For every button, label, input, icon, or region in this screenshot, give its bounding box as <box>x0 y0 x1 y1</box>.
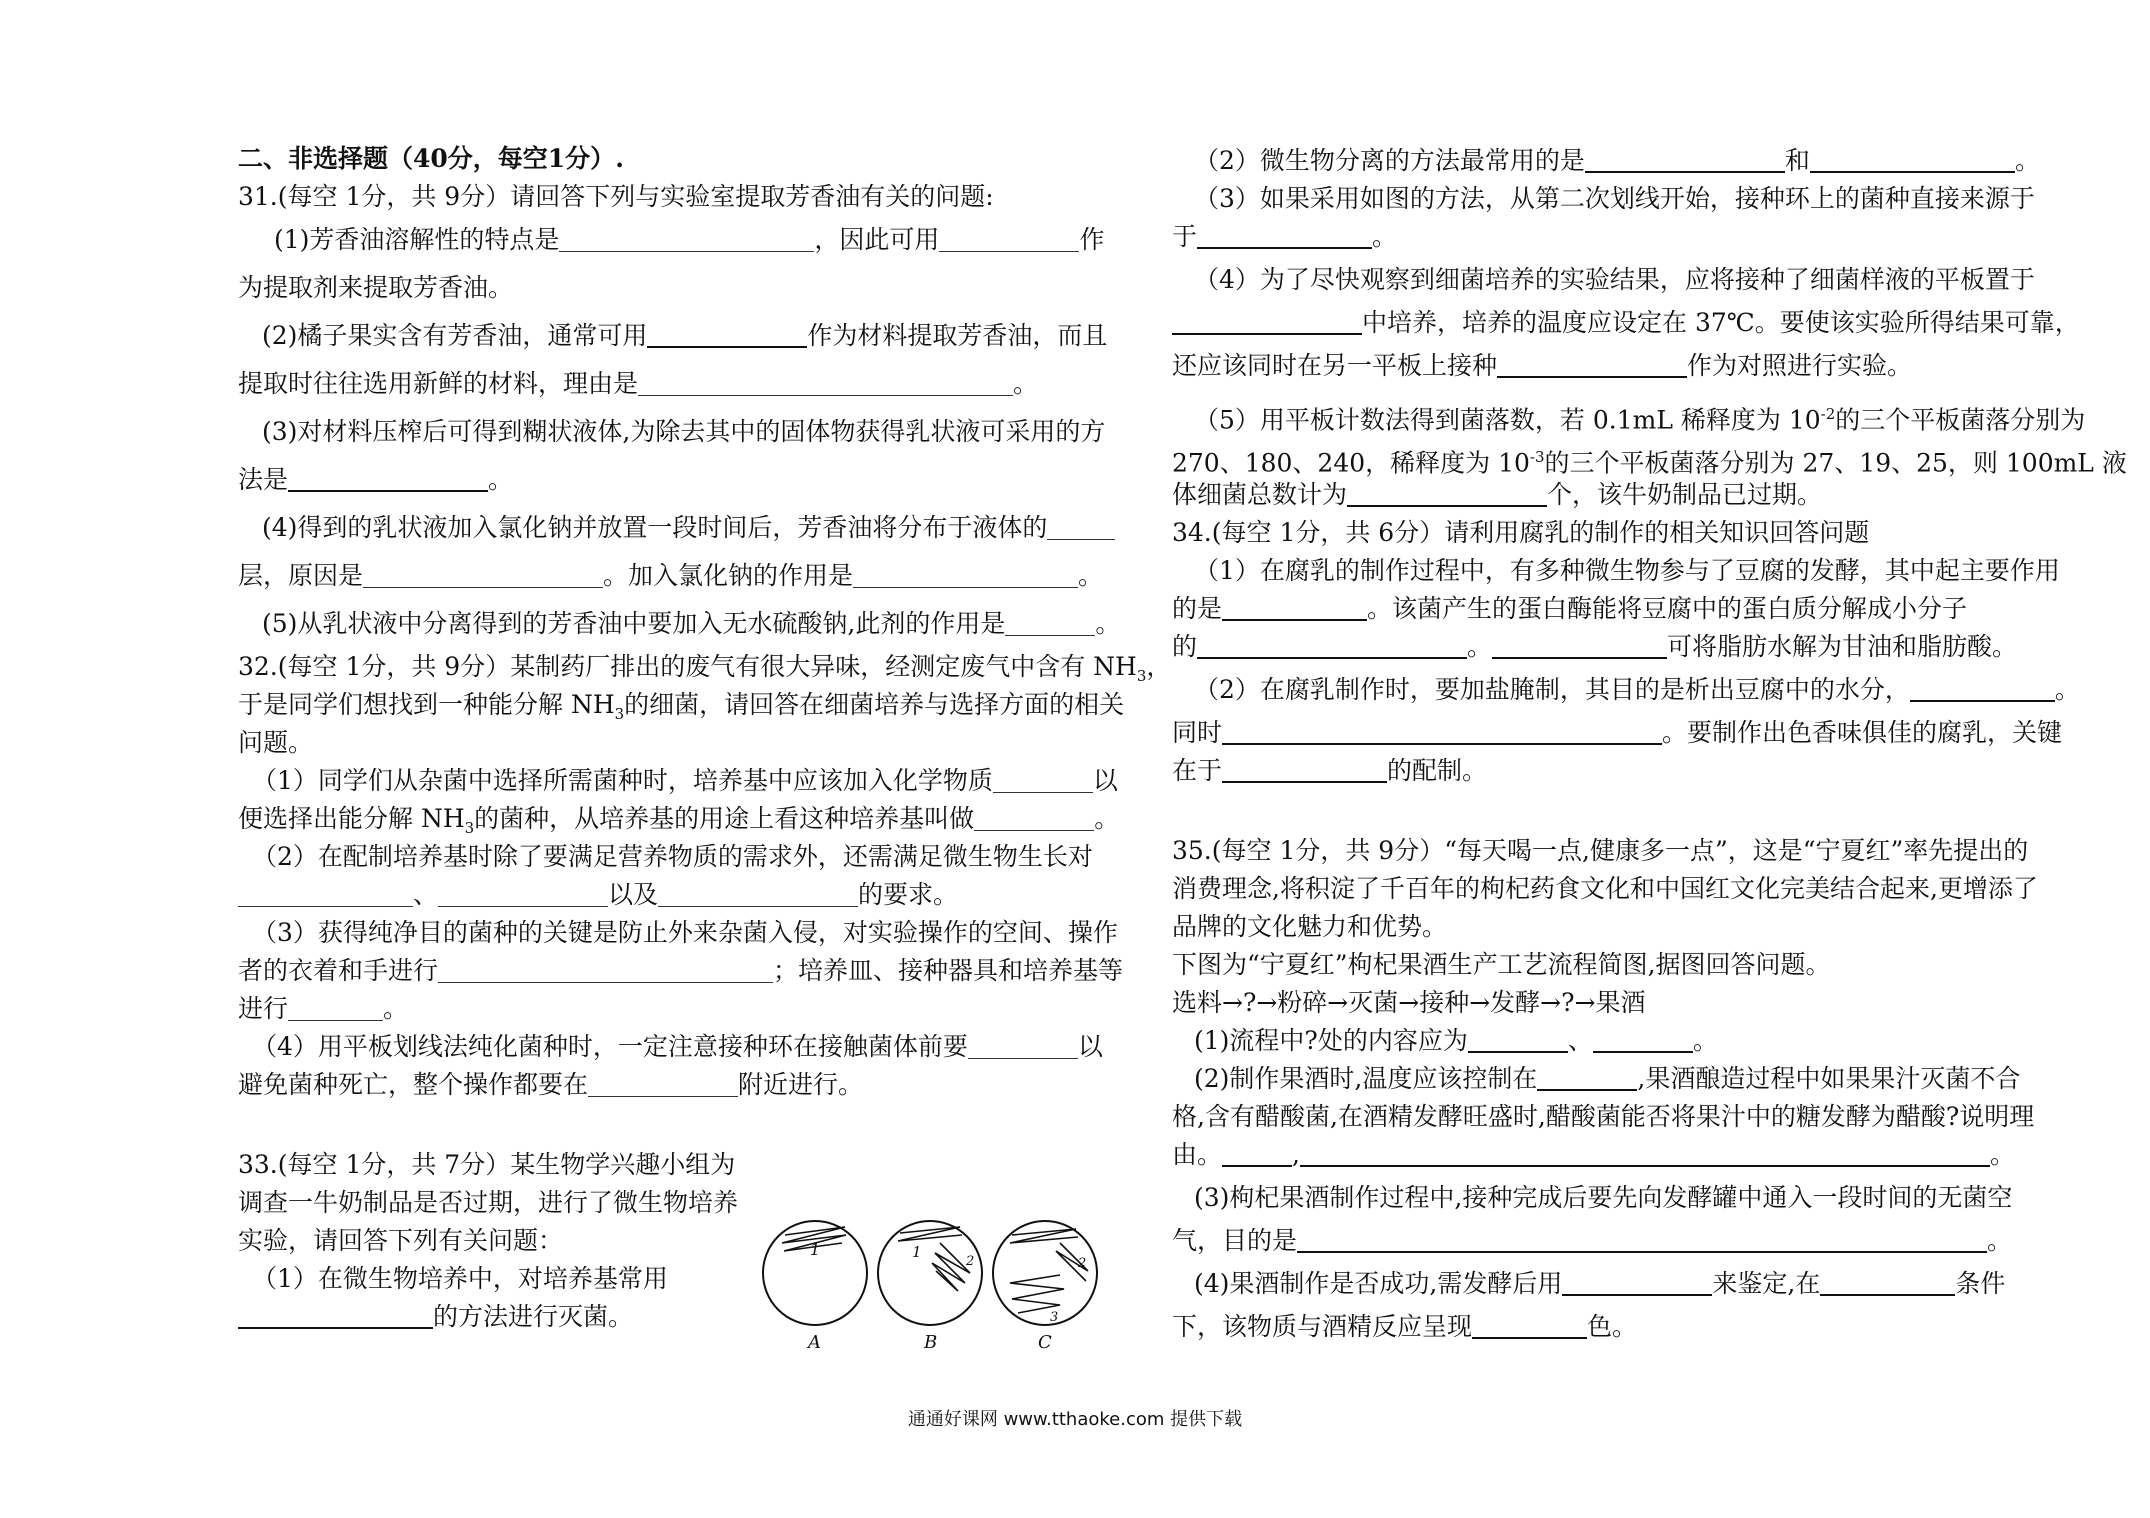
q34-part2-cont <box>1172 714 2063 752</box>
answer-blank[interactable] <box>1910 674 2055 702</box>
q31-p1-text-a: (1)芳香油溶解性的特点是 <box>274 225 560 254</box>
q35-heading-4: 下图为“宁夏红”枸杞果酒生产工艺流程简图,据图回答问题。 <box>1172 950 1831 979</box>
q34-p1-text-b: 的是 <box>1172 594 1223 623</box>
answer-blank[interactable] <box>658 880 858 907</box>
q34-p2-text-a: （2）在腐乳制作时，要加盐腌制，其目的是析出豆腐中的水分， <box>1194 675 1910 704</box>
answer-blank[interactable] <box>238 1301 433 1329</box>
answer-blank[interactable] <box>939 225 1079 252</box>
q33-part5 <box>1172 390 2086 438</box>
q32-heading-3: 问题。 <box>238 728 314 757</box>
q34-p2-text-f: 的配制。 <box>1387 756 1488 785</box>
q35-p3-text-b: 气，目的是 <box>1172 1226 1298 1255</box>
answer-blank[interactable] <box>1300 1139 1990 1167</box>
q32-p3-text-d: 进行 <box>238 994 289 1023</box>
q31-part1-cont: 为提取剂来提取芳香油。 <box>238 273 514 302</box>
answer-blank[interactable] <box>1537 1063 1637 1091</box>
q33-part5-cont <box>1172 438 2127 478</box>
svg-text:2: 2 <box>966 1254 975 1269</box>
spacer <box>1172 790 2054 832</box>
q33-p5-text-f: 个，该牛奶制品已过期。 <box>1547 480 1823 509</box>
section-title <box>238 140 1120 178</box>
q31-p2-text-c: 提取时往往选用新鲜的材料，理由是 <box>238 369 639 398</box>
answer-blank[interactable] <box>1222 1139 1292 1167</box>
q32-p2-text-d: 的要求。 <box>858 880 959 909</box>
q33-part2 <box>1172 142 2054 180</box>
answer-blank[interactable] <box>1472 1311 1587 1339</box>
q31-p5-text-a: (5)从乳状液中分离得到的芳香油中要加入无水硫酸钠,此剂的作用是 <box>262 609 1006 638</box>
q35-part4 <box>1172 1260 2054 1308</box>
answer-blank[interactable] <box>363 561 603 588</box>
q33-heading-3: 实验，请回答下列有关问题： <box>238 1226 564 1255</box>
svg-text:1: 1 <box>912 1243 922 1261</box>
q31-p1-text-c: 作 <box>1079 225 1105 254</box>
answer-blank[interactable] <box>1197 631 1467 659</box>
answer-blank[interactable] <box>588 1070 738 1097</box>
q35-p1-text-b: 、 <box>1567 1026 1593 1055</box>
q35-part3: (3)枸杞果酒制作过程中,接种完成后要先向发酵罐中通入一段时间的无菌空 <box>1194 1183 2013 1212</box>
q33-p5-text-b: 的三个平板菌落分别为 <box>1835 405 2086 435</box>
q31-part5 <box>238 600 1120 648</box>
q32-part3-cont <box>238 952 1124 990</box>
q33-heading-2: 调查一牛奶制品是否过期，进行了微生物培养 <box>238 1188 739 1217</box>
q35-flow: 选料→?→粉碎→灭菌→接种→发酵→?→果酒 <box>1172 988 1646 1017</box>
q33-part4-cont2 <box>1172 342 2054 390</box>
q33-part4: （4）为了尽快观察到细菌培养的实验结果，应将接种了细菌样液的平板置于 <box>1194 265 2035 294</box>
svg-text:3: 3 <box>1050 1310 1059 1325</box>
q32-p1-text-d: 的菌种，从培养基的用途上看这种培养基叫做 <box>474 804 975 833</box>
q35-p2-text-e: , <box>1292 1140 1300 1169</box>
q35-p3-text-c: 。 <box>1987 1226 2013 1255</box>
q32-p1-text-a: （1）同学们从杂菌中选择所需菌种时，培养基中应该加入化学物质 <box>252 766 993 795</box>
svg-text:2: 2 <box>1078 1256 1087 1271</box>
q33-p5-text-a: （5）用平板计数法得到菌落数，若 0.1mL 稀释度为 10 <box>1194 405 1821 435</box>
q35-p4-text-a: (4)果酒制作是否成功,需发酵后用 <box>1194 1269 1563 1298</box>
section-title-text: 二、非选择题（40分，每空1分） <box>238 144 616 173</box>
q32-head2-text-b: 的细菌，请回答在细菌培养与选择方面的相关 <box>624 690 1125 719</box>
q34-p1-text-e: 。 <box>1467 632 1493 661</box>
answer-blank[interactable] <box>968 1032 1078 1059</box>
q33-part1: （1）在微生物培养中，对培养基常用 <box>252 1264 668 1293</box>
answer-blank[interactable] <box>1047 513 1115 540</box>
q34-heading: 34.(每空 1分，共 6分）请利用腐乳的制作的相关知识回答问题 <box>1172 518 1870 547</box>
q32-p1-text-b: 以 <box>1092 766 1118 795</box>
q35-heading-1: 35.(每空 1分，共 9分）“每天喝一点,健康多一点”，这是“宁夏红”率先提出的 <box>1172 836 2029 865</box>
q32-part2-cont <box>238 876 1120 914</box>
answer-blank[interactable] <box>1820 1268 1955 1296</box>
q32-part3: （3）获得纯净目的菌种的关键是防止外来杂菌入侵，对实验操作的空间、操作 <box>252 918 1118 947</box>
q31-part3: (3)对材料压榨后可得到糊状液体,为除去其中的固体物获得乳状液可采用的方 <box>262 417 1106 446</box>
q34-p2-text-c: 同时 <box>1172 718 1223 747</box>
q32-part1-cont <box>238 800 1120 838</box>
right-column <box>1172 142 2127 1346</box>
answer-blank[interactable] <box>1593 1025 1693 1053</box>
answer-blank[interactable] <box>1492 631 1667 659</box>
answer-blank[interactable] <box>1347 479 1547 507</box>
section-title-dot: . <box>615 144 624 173</box>
q32-p2-text-b: 、 <box>413 880 439 909</box>
q31-p3-text-b: 法是 <box>238 465 289 494</box>
q33-part4-cont <box>1172 304 2080 342</box>
q32-p4-text-d: 附近进行。 <box>738 1070 864 1099</box>
spacer <box>238 1104 1120 1146</box>
q33-p5-text-c: 270、180、240，稀释度为 10 <box>1172 448 1530 478</box>
q31-p5-text-b: 。 <box>1095 609 1121 638</box>
q32-head1-end: ， <box>1146 652 1172 681</box>
q35-p4-text-c: 条件 <box>1955 1269 2006 1298</box>
q33-p5-text-d: 的三个平板菌落分别为 27、19、25，则 100mL 液 <box>1544 448 2127 478</box>
q31-p4-text-a: (4)得到的乳状液加入氯化钠并放置一段时间后，芳香油将分布于液体的 <box>262 513 1048 542</box>
q35-p2-text-a: (2)制作果酒时,温度应该控制在 <box>1194 1064 1538 1093</box>
svg-text:1: 1 <box>810 1240 821 1259</box>
q34-p1-text-c: 。该菌产生的蛋白酶能将豆腐中的蛋白质分解成小分子 <box>1367 594 1968 623</box>
q32-head2-sub: 3 <box>614 705 625 723</box>
q34-p2-text-e: 在于 <box>1172 756 1223 785</box>
answer-blank[interactable] <box>1172 307 1362 335</box>
answer-blank[interactable] <box>1197 221 1372 249</box>
q32-p3-text-c: ；培养皿、接种器具和培养基等 <box>773 956 1124 985</box>
figure-label-b: B <box>924 1332 938 1353</box>
q35-p1-text-a: (1)流程中?处的内容应为 <box>1194 1026 1468 1055</box>
q35-p2-text-b: ,果酒酿造过程中如果果汁灭菌不合 <box>1637 1064 2021 1093</box>
q33-heading-1: 33.(每空 1分，共 7分）某生物学兴趣小组为 <box>238 1150 736 1179</box>
q34-part1-cont <box>1172 590 2054 628</box>
dish-b <box>878 1221 982 1325</box>
q31-part4 <box>238 504 1120 552</box>
answer-blank[interactable] <box>1585 145 1785 173</box>
answer-blank[interactable] <box>288 464 488 492</box>
q33-p3-text-c: 。 <box>1372 222 1398 251</box>
q32-p4-text-b: 以 <box>1077 1032 1103 1061</box>
q32-p3-text-e: 。 <box>383 994 409 1023</box>
q31-part4-cont <box>238 552 1120 600</box>
petri-dish-figure <box>760 1213 1105 1353</box>
q35-part4-cont <box>1172 1308 2054 1346</box>
q31-part2-cont <box>238 360 1120 408</box>
q33-part3: （3）如果采用如图的方法，从第二次划线开始，接种环上的菌种直接来源于 <box>1194 184 2035 213</box>
answer-blank[interactable] <box>1468 1025 1568 1053</box>
q34-p2-text-d: 。要制作出色香味俱佳的腐乳，关键 <box>1662 718 2063 747</box>
answer-blank[interactable] <box>1297 1225 1987 1253</box>
q34-part1: （1）在腐乳的制作过程中，有多种微生物参与了豆腐的发酵，其中起主要作用 <box>1194 556 2060 585</box>
q34-p2-text-b: 。 <box>2054 675 2080 704</box>
q35-heading-2: 消费理念,将积淀了千百年的枸杞药食文化和中国红文化完美结合起来,更增添了 <box>1172 874 2038 903</box>
q31-p1-text-b: ，因此可用 <box>814 225 940 254</box>
answer-blank[interactable] <box>1222 755 1387 783</box>
answer-blank[interactable] <box>638 369 1013 396</box>
q35-p2-text-d: 由。 <box>1172 1140 1223 1169</box>
figure-label-a: A <box>808 1332 821 1353</box>
q33-p2-text-a: （2）微生物分离的方法最常用的是 <box>1194 146 1585 175</box>
q33-p5-sup2: -3 <box>1529 448 1545 466</box>
answer-blank[interactable] <box>1810 145 2015 173</box>
q32-head1-sub: 3 <box>1136 667 1147 685</box>
q32-part2: （2）在配制培养基时除了要满足营养物质的需求外，还需满足微生物生长对 <box>252 842 1093 871</box>
answer-blank[interactable] <box>1005 609 1095 636</box>
q35-p4-text-d: 下，该物质与酒精反应呈现 <box>1172 1312 1473 1341</box>
q34-part2-cont2 <box>1172 752 2054 790</box>
q31-p3-text-c: 。 <box>488 465 514 494</box>
answer-blank[interactable] <box>853 561 1078 588</box>
q35-p1-text-c: 。 <box>1692 1026 1718 1055</box>
dish-a <box>763 1221 867 1325</box>
q31-p4-text-d: 。 <box>1078 561 1104 590</box>
q33-p3-text-b: 于 <box>1172 222 1198 251</box>
q35-heading-3: 品牌的文化魅力和优势。 <box>1172 912 1448 941</box>
q33-p4-text-d: 作为对照进行实验。 <box>1687 351 1913 380</box>
figure-label-c: C <box>1038 1332 1052 1353</box>
q32-head2-text-a: 于是同学们想找到一种能分解 NH <box>238 690 615 719</box>
q31-part2 <box>238 312 1120 360</box>
answer-blank[interactable] <box>438 880 608 907</box>
q31-p2-text-d: 。 <box>1013 369 1039 398</box>
q35-p4-text-e: 色。 <box>1587 1312 1638 1341</box>
q31-part1 <box>238 216 1120 264</box>
q32-p4-text-c: 避免菌种死亡，整个操作都要在 <box>238 1070 589 1099</box>
q32-p2-text-c: 以及 <box>608 880 659 909</box>
q32-p1-text-e: 。 <box>1094 804 1120 833</box>
q33-p4-text-b: 中培养，培养的温度应设定在 37℃。要使该实验所得结果可靠， <box>1362 308 2080 337</box>
answer-blank[interactable] <box>1222 717 1662 745</box>
answer-blank[interactable] <box>1222 593 1367 621</box>
answer-blank[interactable] <box>1497 350 1687 378</box>
q35-part2 <box>1172 1060 2054 1098</box>
q33-p2-text-c: 。 <box>2014 146 2040 175</box>
q32-p1-text-c: 便选择出能分解 NH <box>238 804 465 833</box>
q31-p4-text-c: 。加入氯化钠的作用是 <box>603 561 854 590</box>
answer-blank[interactable] <box>974 804 1094 831</box>
q31-p2-text-b: 作为材料提取芳香油，而且 <box>807 321 1108 350</box>
q32-part4-cont <box>238 1066 1120 1104</box>
footer-watermark: 通通好课网 www.tthaoke.com 提供下载 <box>907 1409 1243 1430</box>
dish-c <box>993 1221 1097 1325</box>
q31-p2-text-a: (2)橘子果实含有芳香油，通常可用 <box>262 321 648 350</box>
q32-p4-text-a: （4）用平板划线法纯化菌种时，一定注意接种环在接触菌体前要 <box>252 1032 968 1061</box>
q34-part1-cont2 <box>1172 628 2054 666</box>
q34-p1-text-d: 的 <box>1172 632 1198 661</box>
answer-blank[interactable] <box>559 225 814 252</box>
q35-p2-text-f: 。 <box>1989 1140 2015 1169</box>
q32-heading-2 <box>238 686 1125 724</box>
q32-p1-sub: 3 <box>464 819 475 837</box>
q34-part2 <box>1172 666 2080 714</box>
q32-head1-text: 32.(每空 1分，共 9分）某制药厂排出的废气有很大异味，经测定废气中含有 NH <box>238 652 1137 681</box>
answer-blank[interactable] <box>238 880 413 907</box>
q35-part1 <box>1172 1022 2054 1060</box>
q33-p5-text-e: 体细菌总数计为 <box>1172 480 1348 509</box>
q32-heading-1 <box>238 648 1172 686</box>
q35-part2-cont: 格,含有醋酸菌,在酒精发酵旺盛时,醋酸菌能否将果汁中的糖发酵为醋酸?说明理 <box>1172 1102 2035 1131</box>
q32-part3-cont2 <box>238 990 1120 1028</box>
answer-blank[interactable] <box>993 766 1093 793</box>
answer-blank[interactable] <box>647 320 807 348</box>
q33-part3-cont <box>1172 218 2054 256</box>
q35-part3-cont <box>1172 1222 2054 1260</box>
q33-p1-text-b: 的方法进行灭菌。 <box>433 1302 634 1331</box>
q33-p2-text-b: 和 <box>1784 146 1810 175</box>
q31-heading: 31.(每空 1分，共 9分）请回答下列与实验室提取芳香油有关的问题: <box>238 182 994 211</box>
q33-part5-cont2 <box>1172 476 2054 514</box>
q32-p3-text-b: 者的衣着和手进行 <box>238 956 439 985</box>
q32-part4 <box>238 1028 1120 1066</box>
q35-part2-cont2 <box>1172 1136 2054 1174</box>
left-column <box>238 140 1172 1336</box>
answer-blank[interactable] <box>288 994 383 1021</box>
answer-blank[interactable] <box>438 956 773 983</box>
q34-p1-text-f: 可将脂肪水解为甘油和脂肪酸。 <box>1667 632 2018 661</box>
q32-part1 <box>238 762 1120 800</box>
q35-p4-text-b: 来鉴定,在 <box>1712 1269 1821 1298</box>
q31-p4-text-b: 层，原因是 <box>238 561 364 590</box>
q33-p4-text-c: 还应该同时在另一平板上接种 <box>1172 351 1498 380</box>
q31-part3-cont <box>238 456 1120 504</box>
answer-blank[interactable] <box>1562 1268 1712 1296</box>
q33-p5-sup1: -2 <box>1820 405 1836 423</box>
